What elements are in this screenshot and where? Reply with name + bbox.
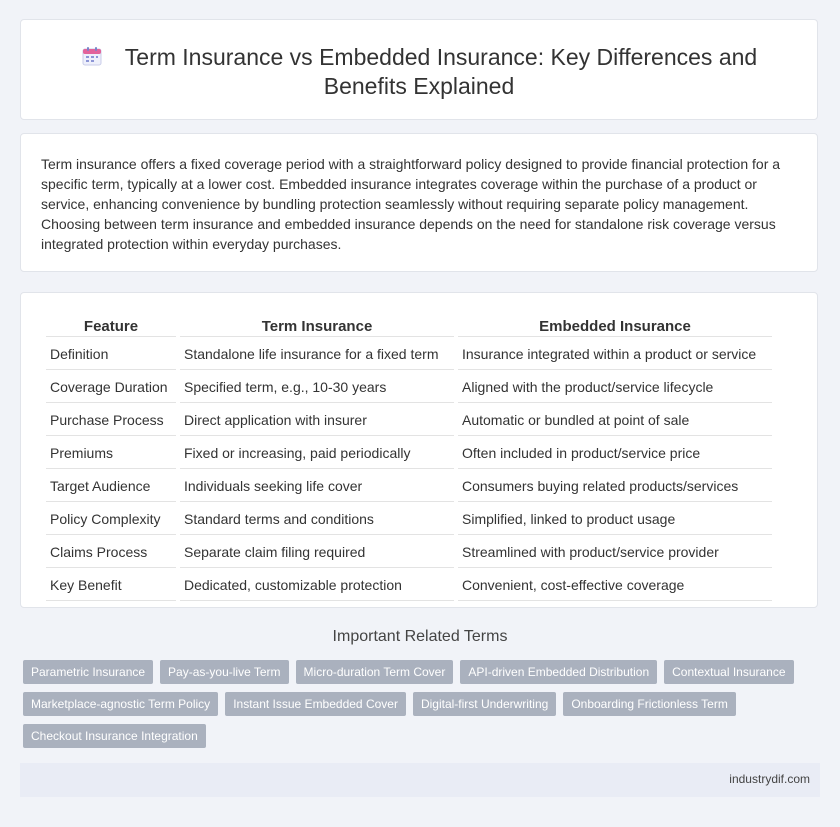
feature-cell: Target Audience [46, 471, 176, 502]
feature-cell: Key Benefit [46, 570, 176, 601]
embedded-cell: Consumers buying related products/services [458, 471, 772, 502]
comparison-table [42, 314, 776, 603]
related-tag[interactable]: Checkout Insurance Integration [23, 724, 206, 748]
table-row [46, 339, 772, 370]
calendar-icon [81, 45, 103, 67]
embedded-cell: Insurance integrated within a product or service [458, 339, 772, 370]
term-cell: Fixed or increasing, paid periodically [180, 438, 454, 469]
header-embedded-insurance: Embedded Insurance [458, 316, 772, 337]
feature-cell: Coverage Duration [46, 372, 176, 403]
term-cell: Separate claim filing required [180, 537, 454, 568]
related-tag[interactable]: Digital-first Underwriting [413, 692, 556, 716]
feature-cell: Claims Process [46, 537, 176, 568]
embedded-cell: Simplified, linked to product usage [458, 504, 772, 535]
embedded-cell: Streamlined with product/service provider [458, 537, 772, 568]
title-line-2: Benefits Explained [323, 73, 515, 99]
footer [20, 763, 820, 797]
related-tag[interactable]: Contextual Insurance [664, 660, 793, 684]
page-title [21, 43, 817, 101]
title-line-1: Term Insurance vs Embedded Insurance: Key Differences and [124, 44, 758, 70]
embedded-cell: Often included in product/service price [458, 438, 772, 469]
intro-card [20, 133, 818, 272]
embedded-cell: Aligned with the product/service lifecycle [458, 372, 772, 403]
term-cell: Specified term, e.g., 10-30 years [180, 372, 454, 403]
term-cell: Individuals seeking life cover [180, 471, 454, 502]
related-tag[interactable]: Marketplace-agnostic Term Policy [23, 692, 218, 716]
term-cell: Standard terms and conditions [180, 504, 454, 535]
related-tag[interactable]: Micro-duration Term Cover [296, 660, 454, 684]
header-feature: Feature [46, 316, 176, 337]
embedded-cell: Convenient, cost-effective coverage [458, 570, 772, 601]
table-row [46, 570, 772, 601]
intro-text: Term insurance offers a fixed coverage period with a straightforward policy designed to provide financial protection for a specific term, typically at a lower cost. Embedded insurance integrates coverage within the purchase of a product or service, enhancing convenience by bundling protection seamlessly without requiring separate policy management. Choosing between term insurance and embedded insurance depends on the need for standalone risk coverage versus integrated protection within everyday purchases. [41, 156, 781, 252]
comparison-card [20, 292, 818, 608]
footer-site-link[interactable]: industrydif.com [729, 772, 810, 786]
term-cell: Standalone life insurance for a fixed term [180, 339, 454, 370]
related-tag[interactable]: Onboarding Frictionless Term [563, 692, 736, 716]
embedded-cell: Automatic or bundled at point of sale [458, 405, 772, 436]
related-tag[interactable]: Instant Issue Embedded Cover [225, 692, 406, 716]
term-cell: Dedicated, customizable protection [180, 570, 454, 601]
feature-cell: Purchase Process [46, 405, 176, 436]
related-terms-title: Important Related Terms [332, 628, 508, 645]
related-tag[interactable]: Parametric Insurance [23, 660, 153, 684]
feature-cell: Policy Complexity [46, 504, 176, 535]
related-tag[interactable]: Pay-as-you-live Term [160, 660, 288, 684]
table-header-row [46, 316, 772, 337]
related-tag[interactable]: API-driven Embedded Distribution [460, 660, 657, 684]
table-row [46, 405, 772, 436]
table-row [46, 537, 772, 568]
table-row [46, 504, 772, 535]
feature-cell: Definition [46, 339, 176, 370]
title-card [20, 19, 818, 120]
table-row [46, 372, 772, 403]
term-cell: Direct application with insurer [180, 405, 454, 436]
header-term-insurance: Term Insurance [180, 316, 454, 337]
feature-cell: Premiums [46, 438, 176, 469]
related-terms-tags [23, 660, 813, 748]
table-row [46, 471, 772, 502]
table-row [46, 438, 772, 469]
